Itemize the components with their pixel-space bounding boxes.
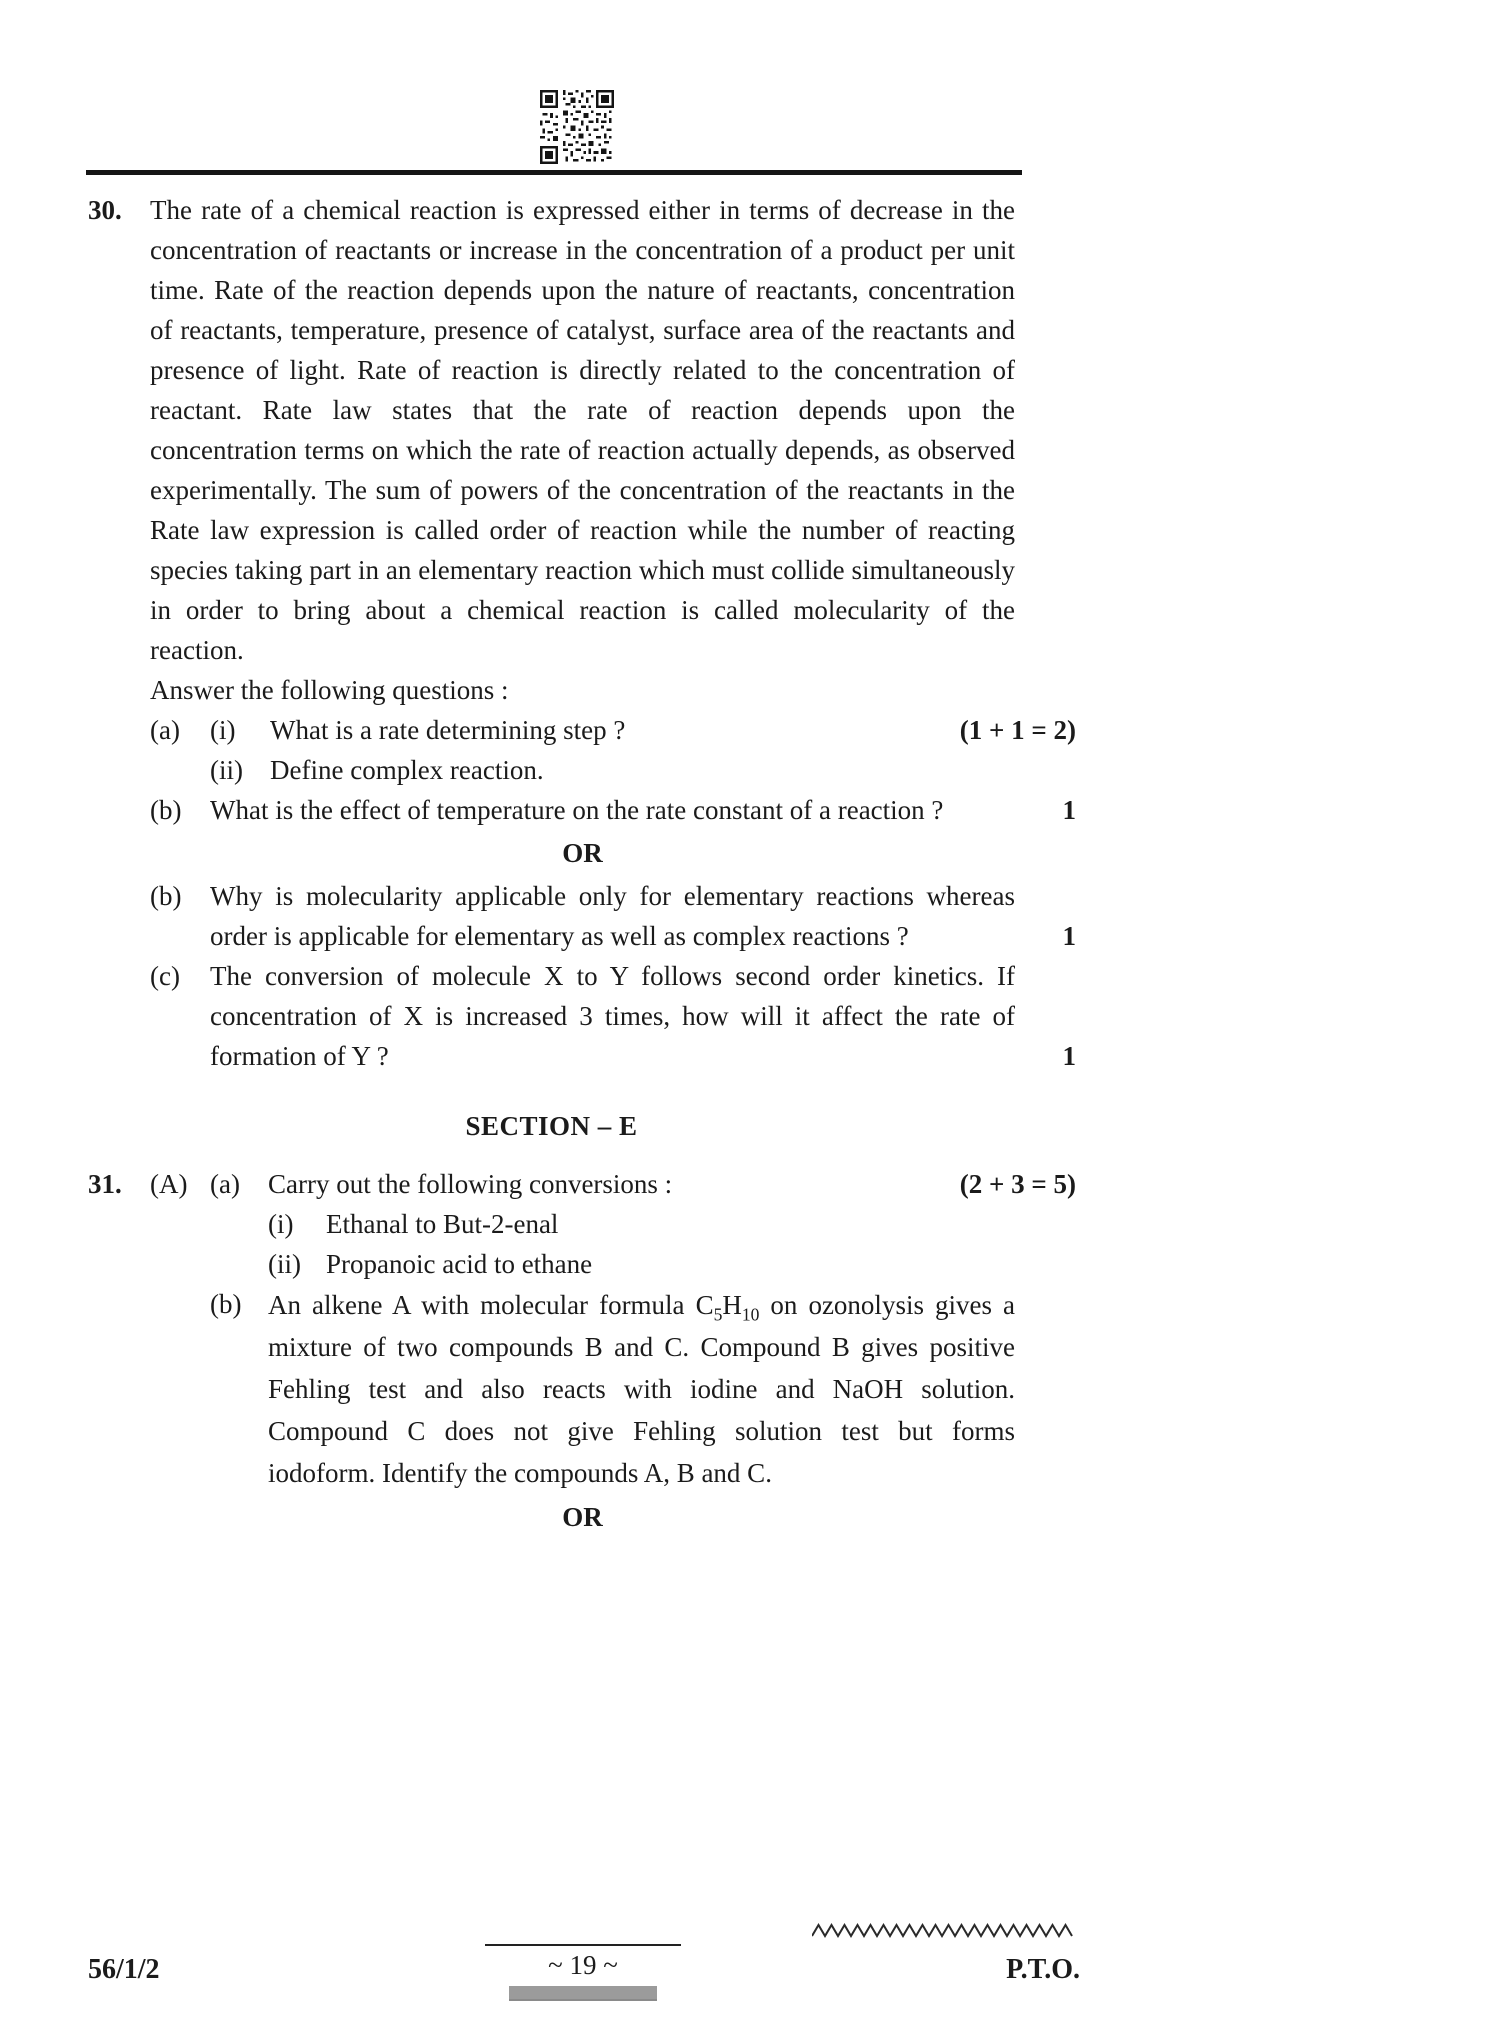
qr-code-icon [540,90,614,164]
question-number: 30. [88,195,122,225]
part-label: (a) [210,1169,240,1199]
header-rule [86,170,1022,175]
part-text: Why is molecularity applicable only for elementary reactions whereas order is applicable for elementary as well as complex reactions ? [210,881,1015,951]
marks-badge: 1 [1062,795,1076,825]
question-30-part-b-or [150,876,1078,956]
question-31 [88,1164,1078,1540]
question-31-conversion-ii [150,1244,1078,1284]
or-separator: OR [562,1502,603,1532]
or-separator: OR [562,838,603,868]
subpart-label: (ii) [210,755,243,785]
pto-label: P.T.O. [1006,1954,1080,1985]
question-30-passage: The rate of a chemical reaction is expressed either in terms of decrease in the concentration of reactants or increase in the concentration of a product per unit time. Rate of the reaction depends upon the nature of reactants, concentration of reactants, temperature, presence of catalyst, surface area of the reactants and presence of light. Rate of reaction is directly related to the concentration of reactant. Rate law states that the rate of reaction depends upon the concentration terms on which the rate of reaction actually depends, as observed experimentally. The sum of powers of the concentration of the reactants in the Rate law expression is called order of reaction while the number of reacting species taking part in an elementary reaction which must collide simultaneously in order to bring about a chemical reaction is called molecularity of the reaction. [150,195,1015,665]
part-text: Carry out the following conversions : [268,1169,673,1199]
question-number: 31. [88,1169,122,1199]
subpart-label: (ii) [268,1249,301,1279]
question-31-part-a [150,1164,1078,1204]
question-31-conversion-i [150,1204,1078,1244]
part-text-segment: on ozonolysis gives a mixture of two compounds B and C. Compound B gives positive Fehling test and also reacts with iodine and NaOH solution. Compound C does not give Fehling solution test but forms iodoform. Identify the compounds A, B and C. [268,1290,1015,1488]
part-label: (c) [150,961,180,991]
formula-subscript: 10 [741,1304,760,1325]
qr-code-svg [540,90,614,164]
marks-badge: (1 + 1 = 2) [959,715,1076,745]
subpart-text: What is a rate determining step ? [270,715,626,745]
formula-subscript: 5 [713,1304,723,1325]
part-label: (b) [210,1289,242,1319]
subpart-text: Ethanal to But-2-enal [326,1209,559,1239]
zigzag-line [812,1910,1074,1950]
part-text: The conversion of molecule X to Y follows second order kinetics. If concentration of X is increased 3 times, how will it affect the rate of formation of Y ? [210,961,1015,1071]
question-30-part-b [150,790,1078,830]
subpart-text: Define complex reaction. [270,755,544,785]
question-30-part-c [150,956,1078,1076]
question-30 [88,190,1078,1076]
set-label: (A) [150,1169,188,1199]
subpart-label: (i) [268,1209,294,1239]
part-label: (b) [150,795,182,825]
part-text [268,1284,1015,1494]
part-text: What is the effect of temperature on the rate constant of a reaction ? [210,795,944,825]
question-31-part-b [150,1284,1078,1494]
subpart-label: (i) [210,715,236,745]
question-30-intro: Answer the following questions : [150,675,509,705]
page-number: ~ 19 ~ [548,1950,618,1980]
part-label: (b) [150,881,182,911]
part-label: (a) [150,715,180,745]
subpart-text: Propanoic acid to ethane [326,1249,593,1279]
paper-code: 56/1/2 [88,1954,160,1985]
part-text-segment: An alkene A with molecular formula C [268,1290,714,1320]
page-content [88,190,1078,1540]
marks-badge: 1 [1062,1041,1076,1071]
zigzag-svg [812,1923,1074,1939]
marks-badge: (2 + 3 = 5) [959,1169,1076,1199]
marks-badge: 1 [1062,921,1076,951]
question-30-part-a [150,710,1078,790]
part-text-segment: H [722,1290,742,1320]
section-title: SECTION – E [465,1111,638,1141]
